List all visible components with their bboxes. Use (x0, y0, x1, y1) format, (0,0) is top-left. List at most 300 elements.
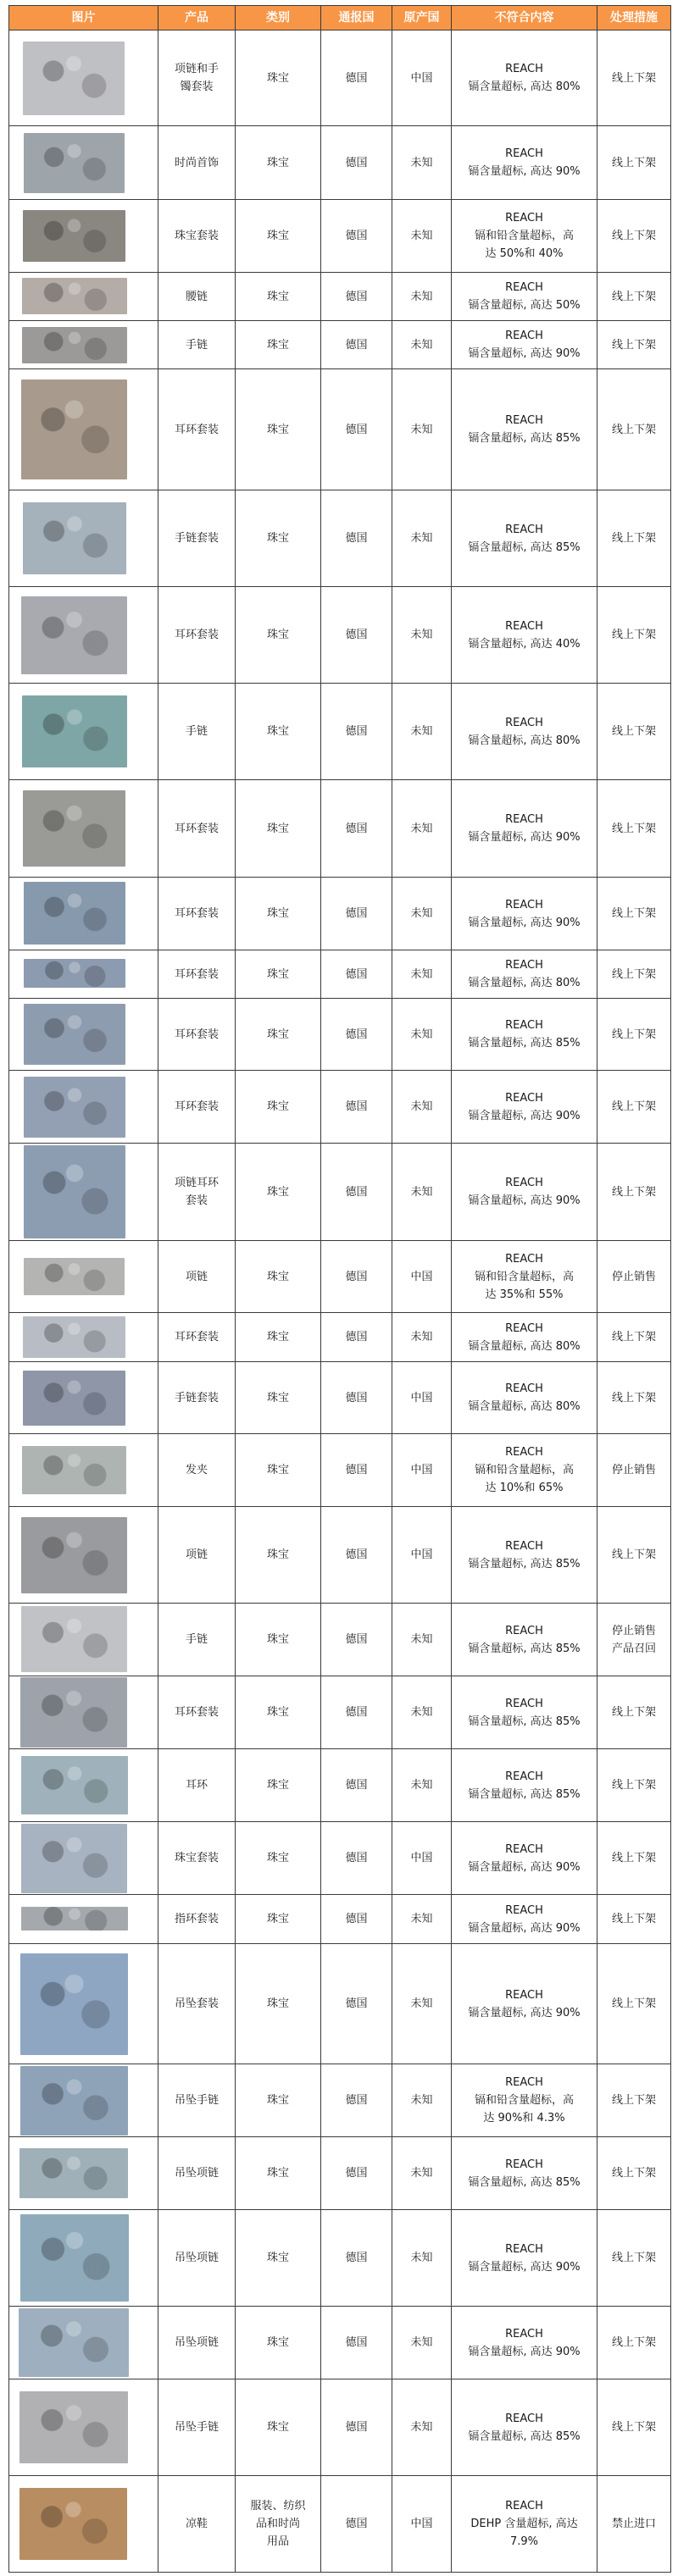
product-image-cell (8, 2476, 158, 2572)
measure-taken (597, 321, 671, 368)
origin-country: 中国 (392, 1362, 451, 1433)
product-category-line: 珠宝 (266, 1548, 289, 1561)
product-photo (23, 42, 125, 115)
nonconformity-detail-line: REACH (505, 2076, 543, 2089)
product-category (235, 200, 320, 272)
product-name-line: 耳环套装 (174, 907, 219, 920)
product-category-line: 珠宝 (266, 2094, 289, 2107)
product-category (235, 684, 320, 779)
product-category (235, 1676, 320, 1748)
nonconformity-detail-line: REACH (505, 281, 543, 294)
nonconformity-detail (451, 2137, 597, 2209)
product-category-line: 珠宝 (266, 290, 289, 303)
nonconformity-detail-line: REACH (505, 813, 543, 826)
product-category-line: 珠宝 (266, 1997, 289, 2010)
table-row (8, 950, 671, 999)
nonconformity-detail-line: 镉含量超标, 高达 80% (468, 1400, 581, 1413)
nonconformity-detail-line: REACH (505, 898, 543, 911)
origin-country: 未知 (392, 1144, 451, 1240)
product-name (158, 1362, 235, 1433)
nonconformity-detail (451, 1749, 597, 1821)
product-name-line: 套装 (185, 1194, 208, 1207)
product-photo (21, 379, 127, 479)
product-category-line: 珠宝 (266, 2421, 289, 2434)
nonconformity-detail-line: 镉含量超标, 高达 85% (468, 1787, 581, 1801)
nonconformity-detail-line: 镉含量超标, 高达 90% (468, 1109, 581, 1122)
origin-country: 中国 (392, 1822, 451, 1894)
nonconformity-detail-line: 镉含量超标, 高达 85% (468, 1557, 581, 1571)
notifying-country: 德国 (320, 1604, 392, 1676)
product-image-cell (8, 2210, 158, 2306)
nonconformity-detail-line: 镉含量超标, 高达 85% (468, 540, 581, 554)
product-name (158, 1144, 235, 1240)
product-name-line: 项链 (185, 1270, 208, 1283)
product-category-line: 珠宝 (266, 822, 289, 835)
measure-taken-line: 线上下架 (611, 1997, 656, 2010)
origin-country: 未知 (392, 2379, 451, 2475)
notifying-country: 德国 (320, 1241, 392, 1312)
product-photo (22, 1446, 126, 1494)
product-category-line: 珠宝 (266, 1391, 289, 1404)
nonconformity-detail-line: 7.9% (509, 2535, 539, 2548)
nonconformity-detail-line: 达 10%和 65% (485, 1482, 564, 1494)
measure-taken-line: 线上下架 (611, 1548, 656, 1561)
nonconformity-detail-line: 镉含量超标, 高达 85% (468, 1642, 581, 1655)
product-name-line: 手链 (185, 1633, 208, 1646)
measure-taken-line: 线上下架 (611, 290, 656, 303)
nonconformity-detail (451, 1071, 597, 1143)
nonconformity-detail (451, 587, 597, 683)
table-row (8, 1944, 671, 2064)
nonconformity-detail-line: REACH (505, 1252, 543, 1266)
table-row (8, 878, 671, 950)
notifying-country: 德国 (320, 30, 392, 125)
table-row (8, 273, 671, 321)
measure-taken-line: 线上下架 (611, 71, 656, 85)
notifying-country: 德国 (320, 1313, 392, 1361)
nonconformity-detail-line: REACH (505, 212, 543, 224)
measure-taken (597, 1071, 671, 1143)
nonconformity-detail-line: REACH (505, 1019, 543, 1032)
nonconformity-detail-line: REACH (505, 619, 543, 633)
product-name (158, 1313, 235, 1361)
measure-taken (597, 490, 671, 586)
product-category-line: 珠宝 (266, 1779, 289, 1792)
measure-taken (597, 273, 671, 320)
table-row (8, 1507, 671, 1604)
measure-taken-line: 线上下架 (611, 907, 656, 920)
nonconformity-detail (451, 999, 597, 1070)
measure-taken (597, 30, 671, 125)
table-row (8, 2476, 671, 2573)
nonconformity-detail-line: REACH (505, 63, 543, 75)
product-photo (23, 790, 125, 867)
table-row (8, 1434, 671, 1507)
notifying-country: 德国 (320, 2307, 392, 2379)
product-name-line: 发夹 (185, 1464, 208, 1476)
measure-taken (597, 878, 671, 950)
product-name (158, 2379, 235, 2475)
origin-country: 未知 (392, 1604, 451, 1676)
product-name-line: 耳环套装 (174, 1331, 219, 1343)
measure-taken-line: 禁止进口 (611, 2518, 656, 2530)
measure-taken (597, 1749, 671, 1821)
nonconformity-detail-line: REACH (505, 1988, 543, 2002)
nonconformity-detail-line: 镉含量超标, 高达 40% (468, 637, 581, 651)
measure-taken (597, 369, 671, 490)
origin-country: 未知 (392, 321, 451, 368)
nonconformity-detail-line: 镉含量超标, 高达 80% (468, 80, 581, 93)
product-image-cell (8, 1144, 158, 1240)
table-row (8, 2379, 671, 2476)
product-category (235, 1362, 320, 1433)
measure-taken (597, 2379, 671, 2475)
table-row (8, 587, 671, 684)
measure-taken (597, 1313, 671, 1361)
nonconformity-detail (451, 30, 597, 125)
notifying-country: 德国 (320, 950, 392, 998)
origin-country: 未知 (392, 878, 451, 950)
product-image-cell (8, 1507, 158, 1603)
measure-taken-line: 线上下架 (611, 338, 656, 352)
measure-taken (597, 2476, 671, 2572)
notifying-country: 德国 (320, 2064, 392, 2136)
nonconformity-detail-line: REACH (505, 414, 543, 427)
product-category-line: 珠宝 (266, 2252, 289, 2264)
product-photo (23, 1371, 125, 1426)
product-category (235, 2064, 320, 2136)
nonconformity-detail (451, 1895, 597, 1943)
product-category-line: 珠宝 (266, 1633, 289, 1646)
nonconformity-detail-line: 镉含量超标, 高达 90% (468, 1194, 581, 1207)
product-image-cell (8, 2307, 158, 2379)
product-category-line: 珠宝 (266, 907, 289, 920)
notifying-country: 德国 (320, 1676, 392, 1748)
nonconformity-detail-line: REACH (505, 2242, 543, 2256)
table-row (8, 684, 671, 780)
nonconformity-detail (451, 2379, 597, 2475)
header-nonconformity: 不符合内容 (451, 6, 597, 30)
nonconformity-detail-line: 镉和铅含量超标，高 (474, 1464, 574, 1476)
product-category (235, 1434, 320, 1506)
product-image-cell (8, 2137, 158, 2209)
product-category-line: 珠宝 (266, 2167, 289, 2180)
product-name-line: 吊坠项链 (174, 2336, 219, 2349)
table-row (8, 1676, 671, 1749)
measure-taken-line: 线上下架 (611, 2252, 656, 2264)
product-photo (21, 1517, 127, 1593)
nonconformity-detail (451, 369, 597, 490)
measure-taken (597, 1144, 671, 1240)
product-name (158, 1434, 235, 1506)
product-image-cell (8, 2064, 158, 2136)
nonconformity-detail-line: REACH (505, 523, 543, 536)
product-image-cell (8, 30, 158, 125)
nonconformity-detail-line: REACH (505, 959, 543, 972)
measure-taken-line: 停止销售 (611, 1624, 656, 1637)
measure-taken (597, 780, 671, 877)
product-name-line: 凉鞋 (185, 2518, 208, 2530)
product-image-cell (8, 1313, 158, 1361)
table-row (8, 2307, 671, 2379)
measure-taken-line: 线上下架 (611, 1779, 656, 1792)
nonconformity-detail (451, 2210, 597, 2306)
table-row (8, 1895, 671, 1944)
product-category-line: 品和时尚 (255, 2518, 300, 2530)
product-photo (24, 1258, 125, 1295)
product-name-line: 手链 (185, 725, 208, 738)
product-category-line: 珠宝 (266, 2336, 289, 2349)
product-category (235, 1313, 320, 1361)
origin-country: 中国 (392, 1434, 451, 1506)
product-image-cell (8, 1071, 158, 1143)
origin-country: 未知 (392, 273, 451, 320)
table-header-row (8, 5, 671, 30)
product-name-line: 耳环套装 (174, 423, 219, 436)
nonconformity-detail (451, 1604, 597, 1676)
nonconformity-detail-line: 镉和铅含量超标，高 (474, 1270, 574, 1283)
product-category-line: 珠宝 (266, 338, 289, 352)
origin-country: 未知 (392, 2307, 451, 2379)
product-name (158, 200, 235, 272)
product-name-line: 腰链 (185, 290, 208, 303)
measure-taken-line: 线上下架 (611, 2421, 656, 2434)
nonconformity-detail-line: 镉含量超标, 高达 90% (468, 347, 581, 360)
nonconformity-detail (451, 490, 597, 586)
product-image-cell (8, 1604, 158, 1676)
product-photo (24, 1004, 125, 1065)
origin-country: 未知 (392, 2210, 451, 2306)
notifying-country: 德国 (320, 878, 392, 950)
product-category (235, 1507, 320, 1603)
measure-taken (597, 950, 671, 998)
origin-country: 未知 (392, 1676, 451, 1748)
origin-country: 未知 (392, 369, 451, 490)
product-image-cell (8, 126, 158, 199)
nonconformity-detail-line: 镉含量超标, 高达 85% (468, 432, 581, 445)
product-category (235, 1071, 320, 1143)
nonconformity-detail-line: 镉含量超标, 高达 90% (468, 165, 581, 178)
product-name-line: 手链套装 (174, 532, 219, 545)
notifying-country: 德国 (320, 273, 392, 320)
origin-country: 未知 (392, 2137, 451, 2209)
measure-taken (597, 1822, 671, 1894)
product-category-line: 珠宝 (266, 1706, 289, 1719)
product-category (235, 2137, 320, 2209)
nonconformity-detail-line: 达 90%和 4.3% (483, 2112, 565, 2125)
product-category-line: 珠宝 (266, 725, 289, 738)
product-image-cell (8, 1749, 158, 1821)
product-name (158, 1676, 235, 1748)
product-name-line: 吊坠套装 (174, 1997, 219, 2010)
notifying-country: 德国 (320, 2137, 392, 2209)
notifying-country: 德国 (320, 1895, 392, 1943)
product-name (158, 30, 235, 125)
header-product: 产品 (158, 6, 235, 30)
product-name-line: 耳环套装 (174, 629, 219, 641)
product-photo (23, 210, 125, 262)
header-image: 图片 (8, 6, 158, 30)
nonconformity-detail (451, 200, 597, 272)
header-measures: 处理措施 (597, 6, 671, 30)
nonconformity-detail-line: 镉含量超标, 高达 85% (468, 1037, 581, 1050)
product-name-line: 镯套装 (180, 80, 214, 93)
nonconformity-detail-line: 镉含量超标, 高达 90% (468, 831, 581, 844)
product-name (158, 2476, 235, 2572)
origin-country: 未知 (392, 684, 451, 779)
product-category-line: 珠宝 (266, 1185, 289, 1199)
table-row (8, 369, 671, 490)
table-row (8, 1241, 671, 1313)
product-photo (19, 2148, 128, 2198)
product-name-line: 吊坠手链 (174, 2094, 219, 2107)
product-category-line: 珠宝 (266, 629, 289, 641)
measure-taken-line: 线上下架 (611, 822, 656, 835)
product-category (235, 30, 320, 125)
measure-taken (597, 1895, 671, 1943)
product-name-line: 项链耳环 (174, 1177, 219, 1189)
product-category-line: 珠宝 (266, 1100, 289, 1113)
product-photo (22, 278, 127, 314)
measure-taken (597, 1241, 671, 1312)
product-name-line: 项链 (185, 1548, 208, 1561)
notifying-country: 德国 (320, 1362, 392, 1433)
measure-taken (597, 200, 671, 272)
nonconformity-detail-line: REACH (505, 2412, 543, 2425)
measure-taken-line: 停止销售 (611, 1270, 656, 1283)
product-name (158, 1507, 235, 1603)
nonconformity-detail-line: REACH (505, 1697, 543, 1710)
nonconformity-detail-line: REACH (505, 1770, 543, 1783)
nonconformity-detail (451, 1313, 597, 1361)
origin-country: 未知 (392, 2064, 451, 2136)
product-category-line: 珠宝 (266, 1852, 289, 1864)
table-row (8, 2137, 671, 2210)
product-name (158, 321, 235, 368)
nonconformity-detail-line: REACH (505, 1624, 543, 1637)
measure-taken (597, 2307, 671, 2379)
nonconformity-detail-line: REACH (505, 716, 543, 729)
product-category-line: 珠宝 (266, 423, 289, 436)
measure-taken-line: 线上下架 (611, 1185, 656, 1199)
product-photo (19, 2391, 128, 2463)
product-name-line: 吊坠项链 (174, 2252, 219, 2264)
notifying-country: 德国 (320, 1434, 392, 1506)
nonconformity-detail-line: 镉含量超标, 高达 80% (468, 977, 581, 989)
product-image-cell (8, 1362, 158, 1433)
product-photo (19, 2308, 129, 2377)
product-photo (24, 1145, 125, 1238)
product-name-line: 珠宝套装 (174, 230, 219, 242)
notifying-country: 德国 (320, 2476, 392, 2572)
notifying-country: 德国 (320, 2210, 392, 2306)
origin-country: 中国 (392, 2476, 451, 2572)
product-category-line: 珠宝 (266, 230, 289, 242)
nonconformity-detail-line: REACH (505, 330, 543, 342)
nonconformity-detail (451, 950, 597, 998)
product-image-cell (8, 2379, 158, 2475)
nonconformity-detail (451, 1944, 597, 2064)
origin-country: 中国 (392, 1507, 451, 1603)
origin-country: 未知 (392, 490, 451, 586)
product-name (158, 950, 235, 998)
product-category-line: 服装、纺织 (250, 2500, 306, 2512)
product-name (158, 2064, 235, 2136)
nonconformity-detail-line: 镉含量超标, 高达 90% (468, 2006, 581, 2019)
product-photo (21, 596, 127, 674)
nonconformity-detail-line: 镉含量超标, 高达 90% (468, 2260, 581, 2274)
product-name-line: 耳环套装 (174, 1028, 219, 1041)
product-category (235, 490, 320, 586)
product-category (235, 1144, 320, 1240)
notifying-country: 德国 (320, 1822, 392, 1894)
nonconformity-detail-line: DEHP 含量超标, 高达 (470, 2518, 578, 2530)
measure-taken-line: 线上下架 (611, 1913, 656, 1925)
product-photo (23, 502, 126, 574)
measure-taken-line: 线上下架 (611, 1852, 656, 1864)
table-row (8, 1604, 671, 1676)
nonconformity-detail-line: 镉含量超标, 高达 85% (468, 2429, 581, 2443)
table-row (8, 1822, 671, 1895)
origin-country: 未知 (392, 587, 451, 683)
measure-taken-line: 停止销售 (611, 1464, 656, 1476)
product-photo (24, 133, 125, 193)
product-name (158, 587, 235, 683)
measure-taken (597, 2064, 671, 2136)
origin-country: 未知 (392, 950, 451, 998)
nonconformity-detail (451, 878, 597, 950)
product-image-cell (8, 1895, 158, 1943)
product-name (158, 126, 235, 199)
nonconformity-detail-line: 镉含量超标, 高达 80% (468, 1339, 581, 1353)
table-row (8, 1144, 671, 1241)
origin-country: 未知 (392, 1071, 451, 1143)
notifying-country: 德国 (320, 200, 392, 272)
measure-taken-line: 线上下架 (611, 725, 656, 738)
product-category-line: 珠宝 (266, 967, 289, 981)
nonconformity-detail (451, 2476, 597, 2572)
nonconformity-detail-line: 镉含量超标, 高达 85% (468, 1715, 581, 1728)
nonconformity-detail (451, 1144, 597, 1240)
nonconformity-detail (451, 1241, 597, 1312)
measure-taken-line: 线上下架 (611, 156, 656, 169)
product-name-line: 吊坠手链 (174, 2421, 219, 2434)
origin-country: 未知 (392, 200, 451, 272)
nonconformity-detail-line: REACH (505, 1382, 543, 1395)
product-name-line: 手链套装 (174, 1391, 219, 1404)
product-image-cell (8, 369, 158, 490)
measure-taken-line: 线上下架 (611, 629, 656, 641)
nonconformity-detail-line: REACH (505, 1177, 543, 1189)
measure-taken (597, 999, 671, 1070)
product-photo (24, 959, 125, 988)
nonconformity-detail-line: 镉含量超标, 高达 50% (468, 299, 581, 312)
nonconformity-detail-line: REACH (505, 1091, 543, 1105)
measure-taken (597, 1434, 671, 1506)
table-row (8, 1071, 671, 1144)
nonconformity-detail (451, 273, 597, 320)
measure-taken-line: 线上下架 (611, 2336, 656, 2349)
table-row (8, 780, 671, 878)
product-category-line: 珠宝 (266, 71, 289, 85)
product-category (235, 369, 320, 490)
nonconformity-detail-line: 镉含量超标, 高达 90% (468, 1921, 581, 1935)
product-category-line: 珠宝 (266, 532, 289, 545)
measure-taken (597, 126, 671, 199)
measure-taken (597, 2210, 671, 2306)
product-category (235, 999, 320, 1070)
product-name (158, 999, 235, 1070)
